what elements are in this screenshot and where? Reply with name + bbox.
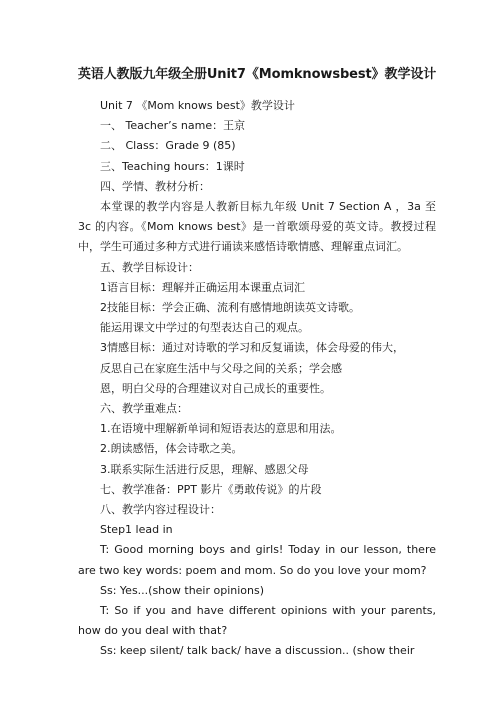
- document-title: 英语人教版九年级全册Unit7《Momknowsbest》教学设计: [77, 67, 437, 82]
- analysis-paragraph: 本堂课的教学内容是人教新目标九年级 Unit 7 Section A ，3a 至 3c 的内容。《Mom knows best》是一首歌颂母爱的英文诗。教授过程中，学生可通过多种方式进行诵读来感悟诗歌情感、理解重点词汇。: [78, 200, 436, 254]
- key-point-3: 3.联系实际生活进行反思，理解、感恩父母: [100, 462, 309, 476]
- emotion-objective-cont-2: 恩，明白父母的合理建议对自己成长的重要性。: [100, 381, 331, 395]
- emotion-objective-cont-1: 反思自己在家庭生活中与父母之间的关系；学会感: [100, 361, 342, 375]
- dialogue-teacher-2: T: So if you and have different opinions with your parents, how do you deal with that?: [78, 604, 436, 638]
- lesson-heading: Unit 7 《Mom knows best》教学设计: [100, 99, 295, 112]
- objectives-heading: 五、教学目标设计：: [100, 260, 199, 274]
- language-objective: 1语言目标：理解并正确运用本课重点词汇: [100, 280, 305, 294]
- process-heading: 八、教学内容过程设计：: [100, 503, 221, 517]
- dialogue-students-1: Ss: Yes...(show their opinions): [100, 583, 265, 597]
- class-line: 二、 Class：Grade 9 (85): [100, 139, 236, 153]
- key-point-1: 1.在语境中理解新单词和短语表达的意思和用法。: [100, 422, 342, 436]
- skill-objective-cont: 能运用课文中学过的句型表达自己的观点。: [100, 321, 309, 335]
- step1-heading: Step1 lead in: [100, 523, 173, 537]
- document-body: [78, 96, 436, 662]
- analysis-heading: 四、学情、教材分析：: [100, 179, 210, 193]
- teaching-hours-line: 三、Teaching hours：1课时: [100, 159, 245, 173]
- emotion-objective: 3情感目标：通过对诗歌的学习和反复诵读，体会母爱的伟大，: [100, 341, 404, 355]
- preparation-line: 七、教学准备：PPT 影片《勇敢传说》的片段: [100, 482, 322, 496]
- dialogue-students-2: Ss: keep silent/ talk back/ have a discussion.. (show their: [100, 644, 415, 658]
- key-points-heading: 六、教学重难点：: [100, 402, 188, 416]
- key-point-2: 2.朗读感悟，体会诗歌之美。: [100, 442, 243, 456]
- teacher-name-line: 一、 Teacher’s name：王京: [100, 119, 246, 133]
- dialogue-teacher-1: T: Good morning boys and girls! Today in our lesson, there are two key words: poem and mom. So do you love your mom?: [78, 543, 436, 577]
- skill-objective: 2技能目标：学会正确、流利有感情地朗读英文诗歌。: [100, 301, 360, 315]
